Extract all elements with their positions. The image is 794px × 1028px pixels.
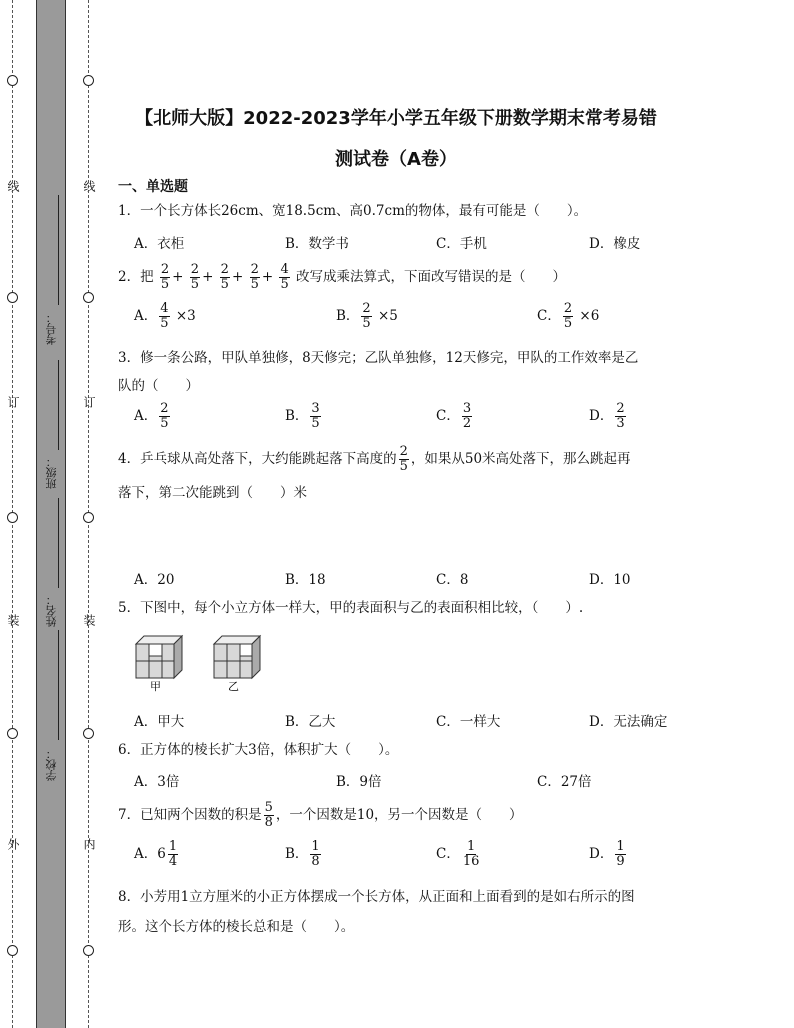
q7-option-b[interactable]: B． $\frac{1}{8}$ <box>285 839 320 869</box>
outer-mark-line: 线 <box>6 180 20 192</box>
inner-mark-bind: 订 <box>82 396 96 408</box>
question-7: 7．已知两个因数的积是 $\frac{5}{8}$ ，一个因数是10，另一个因数是（ ） <box>118 800 523 830</box>
inner-mark-inside: 内 <box>82 838 96 850</box>
class-blank <box>58 360 59 450</box>
q3-option-a[interactable]: A． $\frac{2}{5}$ <box>134 401 169 431</box>
question-text: 把 <box>140 269 154 285</box>
binding-hole <box>83 292 94 303</box>
q1-option-b[interactable]: B．数学书 <box>285 236 349 252</box>
question-5: 5．下图中，每个小立方体一样大，甲的表面积与乙的表面积相比较，（ ）. <box>118 600 584 616</box>
q6-option-a[interactable]: A．3倍 <box>134 774 180 790</box>
inner-mark-line: 线 <box>82 180 96 192</box>
q6-option-c[interactable]: C．27倍 <box>537 774 592 790</box>
question-8: 8．小芳用1立方厘米的小正方体摆成一个长方体，从正面和上面看到的是如右所示的图 形。这个长方体的棱长总和是（ ）。 <box>118 889 635 935</box>
binding-hole <box>7 945 18 956</box>
q7-option-c[interactable]: C． $\frac{1}{16}$ <box>436 839 480 869</box>
outer-mark-outside: 外 <box>6 838 20 850</box>
q5-option-c[interactable]: C．一样大 <box>436 714 501 730</box>
binding-hole <box>7 728 18 739</box>
q4-option-b[interactable]: B．18 <box>285 572 326 588</box>
inner-mark-stitch: 装 <box>82 614 96 626</box>
name-label: 姓名： <box>45 594 58 627</box>
q6-option-b[interactable]: B．9倍 <box>336 774 382 790</box>
question-text: 改写成乘法算式，下面改写错误的是（ ） <box>296 269 567 285</box>
question-1 <box>118 201 678 221</box>
cube-figure <box>134 632 274 694</box>
q2-option-b[interactable]: B． $\frac{2}{5}$ ×5 <box>336 301 398 331</box>
binding-hole <box>83 945 94 956</box>
q5-option-a[interactable]: A．甲大 <box>134 714 185 730</box>
q3-option-c[interactable]: C． $\frac{3}{2}$ <box>436 401 472 431</box>
fraction: $\frac{2}{5}$ <box>160 262 170 292</box>
figure-label-jia: 甲 <box>150 680 161 693</box>
school-label: 学校： <box>45 748 58 781</box>
q5-option-d[interactable]: D．无法确定 <box>589 714 668 730</box>
page-title-line2: 测试卷（A卷） <box>335 149 457 170</box>
school-blank <box>58 630 59 740</box>
fraction: $\frac{4}{5}$ <box>280 262 289 292</box>
q4-option-d[interactable]: D．10 <box>589 572 631 588</box>
q1-option-d[interactable]: D．橡皮 <box>589 236 641 252</box>
q2-option-a[interactable]: A． $\frac{4}{5}$ ×3 <box>134 301 196 331</box>
class-label: 班级： <box>45 456 58 489</box>
q3-option-d[interactable]: D． $\frac{2}{3}$ <box>589 401 625 431</box>
question-3: 3．修一条公路，甲队单独修，8天修完；乙队单独修，12天修完，甲队的工作效率是乙 队的（ ） <box>118 350 639 394</box>
binding-hole <box>83 512 94 523</box>
q3-option-b[interactable]: B． $\frac{3}{5}$ <box>285 401 320 431</box>
q2-option-c[interactable]: C． $\frac{2}{5}$ ×6 <box>537 301 600 331</box>
exam-number-blank <box>58 195 59 305</box>
fraction: $\frac{2}{5}$ <box>220 262 229 292</box>
section-heading: 一、单选题 <box>118 179 188 195</box>
question-number: 2． <box>118 269 141 285</box>
q1-option-c[interactable]: C．手机 <box>436 236 487 252</box>
outer-mark-bind: 订 <box>6 396 20 408</box>
fraction: $\frac{2}{5}$ <box>250 262 259 292</box>
q7-option-d[interactable]: D． $\frac{1}{9}$ <box>589 839 625 869</box>
question-2: 2．把 $\frac{2}{5}$ + $\frac{2}{5}$ + $\frac{2}{5}$ + $\frac{2}{5}$ + $\frac{4}{5}$ 改写成乘法算式，下面改写错误的是（ ） <box>118 262 567 292</box>
outer-mark-stitch: 装 <box>6 614 20 626</box>
question-number: 1． <box>118 203 141 219</box>
q4-option-c[interactable]: C．8 <box>436 572 469 588</box>
fraction: $\frac{2}{5}$ <box>399 444 408 474</box>
question-6: 6．正方体的棱长扩大3倍，体积扩大（ ）。 <box>118 742 399 758</box>
q4-option-a[interactable]: A．20 <box>134 572 175 588</box>
question-text: 一个长方体长26cm、宽18.5cm、高0.7cm的物体，最有可能是（ ）。 <box>140 203 588 219</box>
name-blank <box>58 498 59 588</box>
binding-hole <box>83 75 94 86</box>
q1-option-a[interactable]: A．衣柜 <box>134 236 185 252</box>
question-4: 4．乒乓球从高处落下，大约能跳起落下高度的 $\frac{2}{5}$ ，如果从50米高处落下，那么跳起再 落下，第二次能跳到（ ）米 <box>118 444 631 501</box>
binding-hole <box>7 75 18 86</box>
fraction: $\frac{2}{5}$ <box>190 262 200 292</box>
binding-band <box>36 0 66 1028</box>
page-title-line1: 【北师大版】2022-2023学年小学五年级下册数学期末常考易错 <box>135 108 657 129</box>
binding-hole <box>7 512 18 523</box>
binding-hole <box>83 728 94 739</box>
q7-option-a[interactable]: A．6 $\frac{1}{4}$ <box>134 839 178 869</box>
exam-number-label: 考号： <box>45 312 58 345</box>
cube-figure-jia <box>136 636 182 678</box>
figure-label-yi: 乙 <box>228 680 239 693</box>
binding-hole <box>7 292 18 303</box>
q5-option-b[interactable]: B．乙大 <box>285 714 336 730</box>
fraction: $\frac{5}{8}$ <box>264 800 273 830</box>
cube-figure-yi <box>214 636 260 678</box>
